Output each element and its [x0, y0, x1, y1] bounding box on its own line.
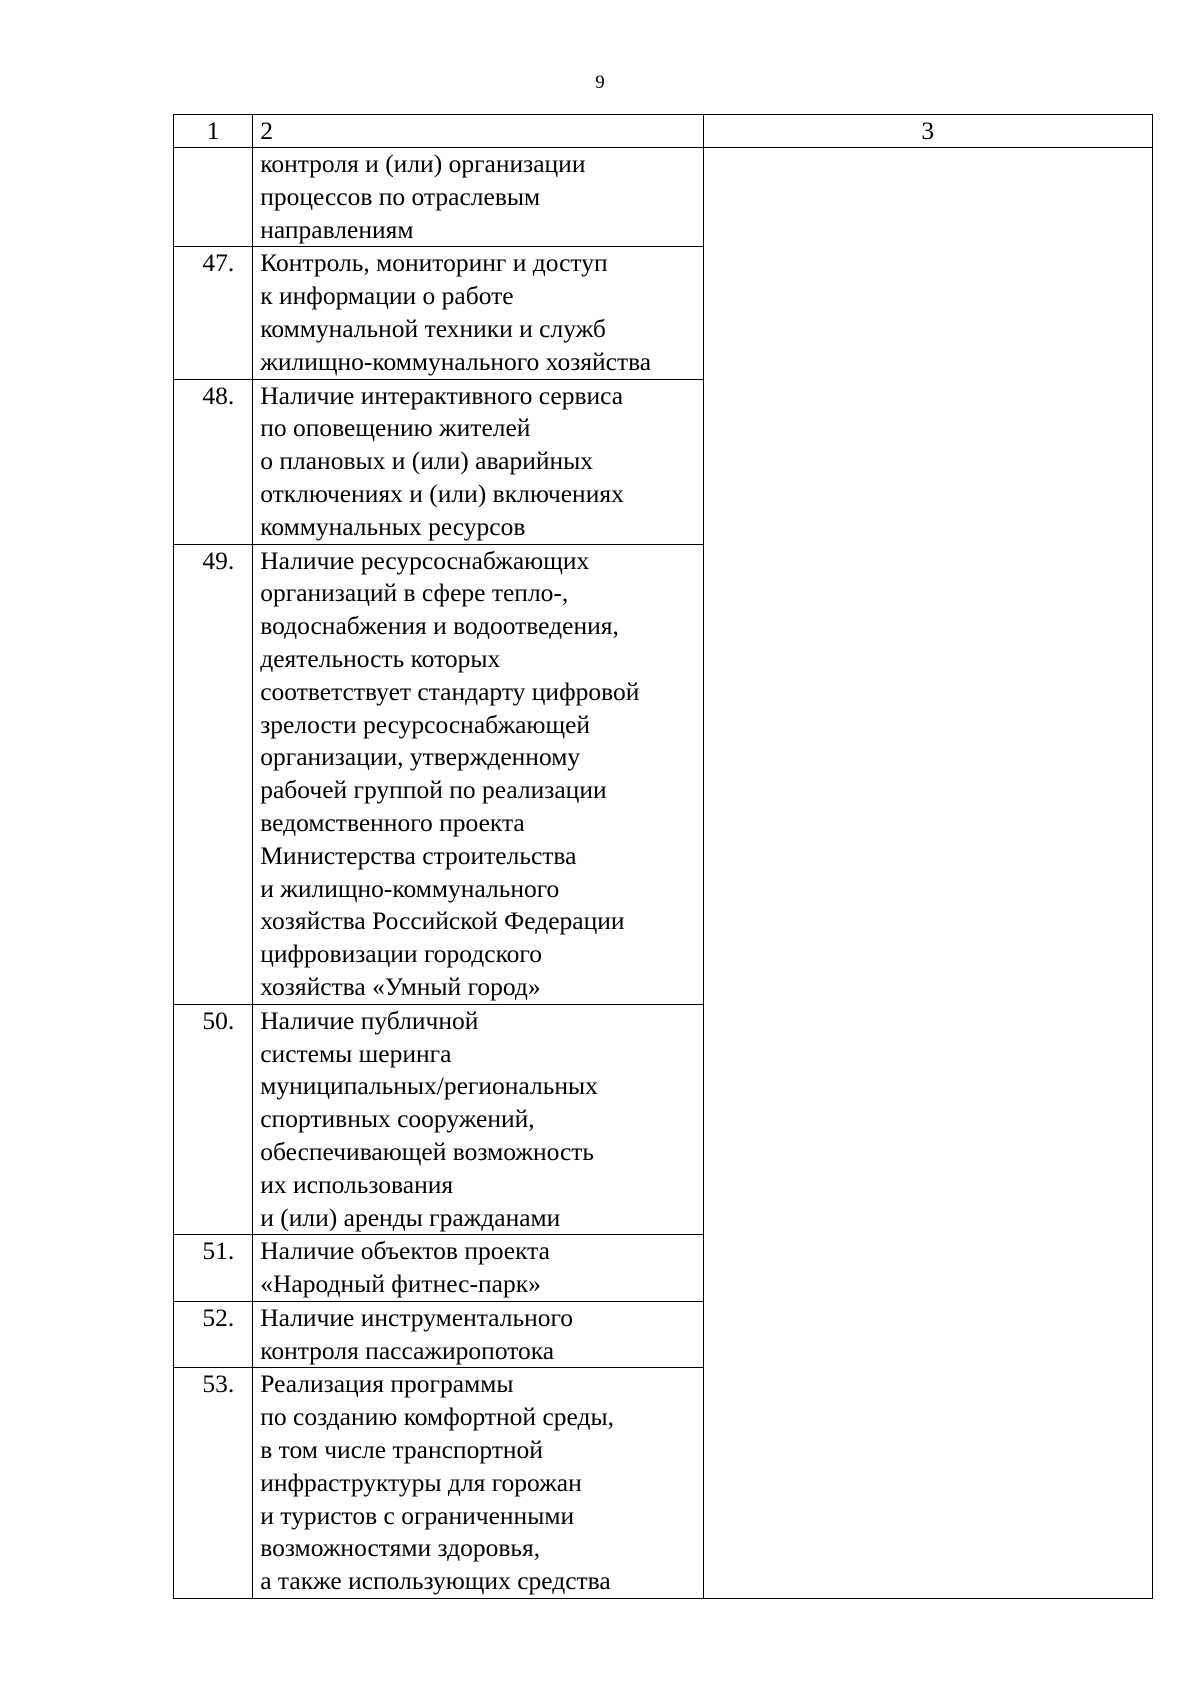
header-column-1: 1 — [174, 115, 253, 148]
indicator-name-line: жилищно-коммунального хозяйства — [260, 346, 652, 376]
table-row — [174, 148, 1153, 247]
indicator-name-line: обеспечивающей возможность — [260, 1136, 595, 1166]
indicator-name-line: в том числе транспортной — [260, 1435, 543, 1465]
indicator-name-line: Наличие интерактивного сервиса — [260, 380, 624, 410]
table-row — [174, 544, 1153, 1004]
indicator-name-line: хозяйства Российской Федерации — [260, 906, 625, 936]
header-column-3: 3 — [703, 115, 1152, 148]
indicator-name-line: организации, утвержденному — [260, 742, 581, 772]
indicator-name-line: по созданию комфортной среды, — [260, 1402, 614, 1432]
row-number: 52. — [174, 1301, 253, 1368]
indicator-name-line: цифровизации городского — [260, 939, 542, 969]
header-column-2: 2 — [253, 115, 703, 148]
indicator-name-line: отключениях и (или) включениях — [260, 478, 624, 508]
indicator-name-line: Министерства строительства — [260, 840, 577, 870]
value-cell — [703, 544, 1152, 1004]
indicator-name-line: Реализация программы — [260, 1369, 514, 1399]
indicator-name-line: направлениям — [260, 214, 414, 244]
indicator-name-line: возможностями здоровья, — [260, 1533, 541, 1563]
indicator-name-line: Наличие ресурсоснабжающих — [260, 545, 590, 575]
indicator-name-line: контроля пассажиропотока — [260, 1335, 555, 1365]
indicator-name-line: системы шеринга — [260, 1038, 452, 1068]
value-cell — [703, 1301, 1152, 1368]
indicator-name-line: к информации о работе — [260, 281, 514, 311]
table-row — [174, 1301, 1153, 1368]
indicator-name-line: зрелости ресурсоснабжающей — [260, 709, 591, 739]
indicator-name-line: и туристов с ограниченными — [260, 1500, 575, 1530]
table-row — [174, 1004, 1153, 1235]
indicator-name-line: организаций в сфере тепло-, — [260, 578, 569, 608]
table-header-row — [174, 115, 1153, 148]
row-number: 50. — [174, 1004, 253, 1235]
indicator-name-line: процессов по отраслевым — [260, 181, 541, 211]
indicator-name — [253, 1368, 703, 1599]
indicator-name-line: спортивных сооружений, — [260, 1104, 535, 1134]
indicator-name-line: рабочей группой по реализации — [260, 775, 607, 805]
indicator-name-line: их использования — [260, 1169, 454, 1199]
indicator-name-line: Контроль, мониторинг и доступ — [260, 248, 608, 278]
table-row — [174, 1368, 1153, 1599]
row-number: 47. — [174, 247, 253, 379]
value-cell — [703, 148, 1152, 247]
indicator-name-line: деятельность которых — [260, 643, 501, 673]
value-cell — [703, 247, 1152, 379]
indicator-name — [253, 148, 703, 247]
indicator-name-line: Наличие публичной — [260, 1005, 479, 1035]
value-cell — [703, 1004, 1152, 1235]
indicator-name-line: коммунальной техники и служб — [260, 313, 606, 343]
row-number: 53. — [174, 1368, 253, 1599]
indicator-name-line: «Народный фитнес-парк» — [260, 1269, 541, 1299]
table-row — [174, 379, 1153, 544]
value-cell — [703, 379, 1152, 544]
indicator-name-line: ведомственного проекта — [260, 807, 525, 837]
indicator-name — [253, 1004, 703, 1235]
indicator-name — [253, 1235, 703, 1302]
indicator-name — [253, 247, 703, 379]
indicator-name-line: о плановых и (или) аварийных — [260, 446, 594, 476]
indicator-name — [253, 1301, 703, 1368]
indicator-name-line: соответствует стандарту цифровой — [260, 676, 640, 706]
indicator-name — [253, 379, 703, 544]
indicator-name-line: а также использующих средства — [260, 1566, 611, 1596]
indicator-name-line: водоснабжения и водоотведения, — [260, 611, 619, 641]
indicator-name-line: и жилищно-коммунального — [260, 873, 560, 903]
row-number: 48. — [174, 379, 253, 544]
table-row — [174, 1235, 1153, 1302]
indicator-name-line: муниципальных/региональных — [260, 1071, 598, 1101]
row-number — [174, 148, 253, 247]
indicator-name — [253, 544, 703, 1004]
table-body — [174, 115, 1153, 1599]
criteria-table — [173, 114, 1153, 1599]
value-cell — [703, 1235, 1152, 1302]
indicator-name-line: и (или) аренды гражданами — [260, 1202, 561, 1232]
indicator-name-line: инфраструктуры для горожан — [260, 1467, 582, 1497]
indicator-name-line: по оповещению жителей — [260, 413, 531, 443]
indicator-name-line: коммунальных ресурсов — [260, 511, 526, 541]
value-cell — [703, 1368, 1152, 1599]
indicator-name-line: Наличие инструментального — [260, 1302, 574, 1332]
indicator-name-line: Наличие объектов проекта — [260, 1236, 550, 1266]
page-number: 9 — [595, 72, 605, 93]
row-number: 49. — [174, 544, 253, 1004]
row-number: 51. — [174, 1235, 253, 1302]
indicator-name-line: контроля и (или) организации — [260, 149, 586, 178]
table-row — [174, 247, 1153, 379]
indicator-name-line: хозяйства «Умный город» — [260, 971, 541, 1001]
